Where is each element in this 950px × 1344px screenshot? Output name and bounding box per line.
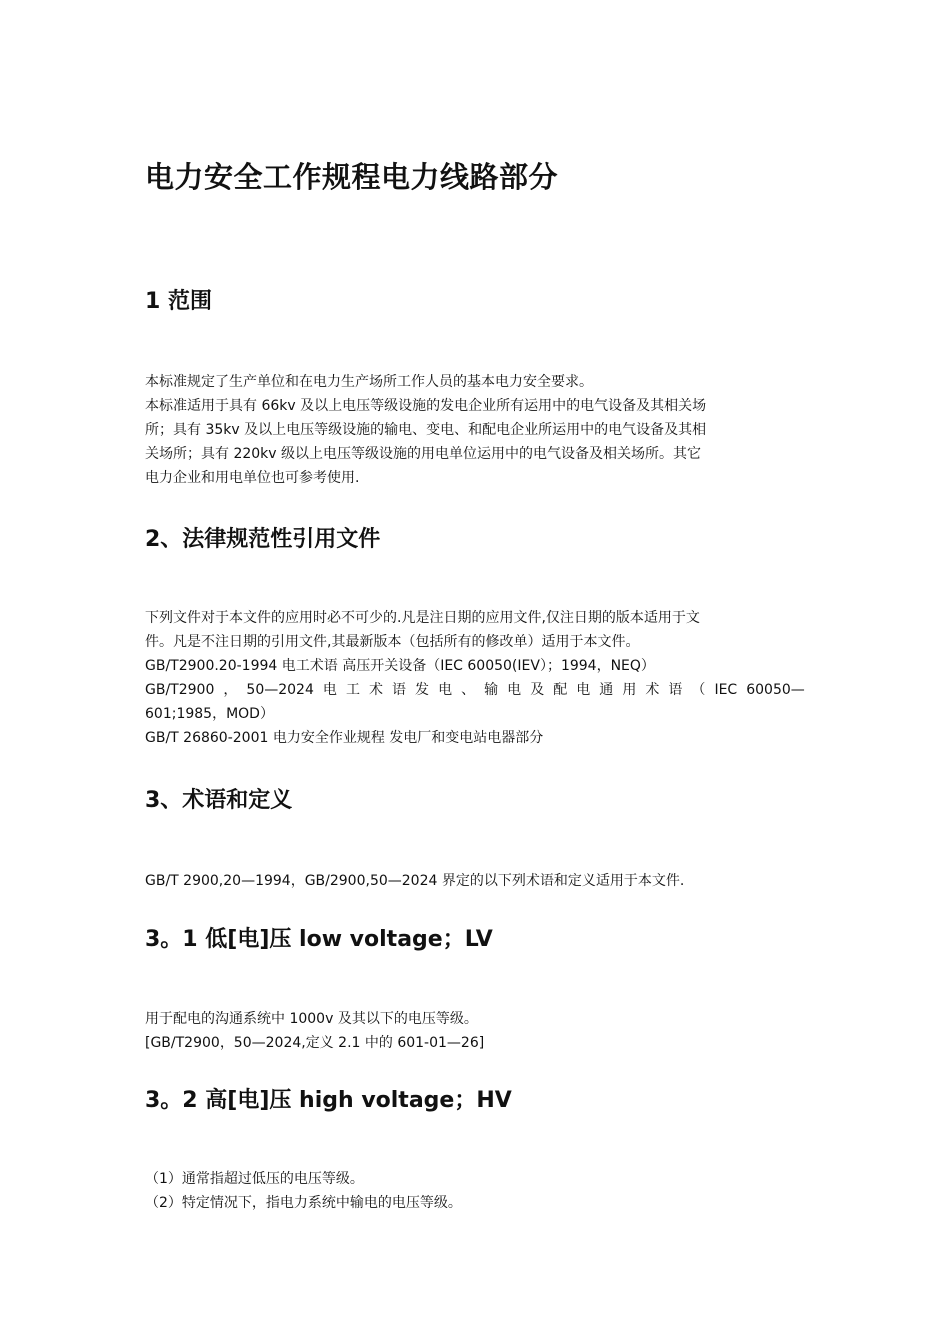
reference-item: GB/T2900.20-1994 电工术语 高压开关设备（IEC 60050(IEV）；1994，NEQ）	[145, 658, 655, 674]
paragraph-line: 用于配电的沟通系统中 1000v 及其以下的电压等级。	[145, 1011, 478, 1027]
section-references-body	[145, 606, 805, 750]
section-scope-body	[145, 370, 805, 490]
paragraph-line: 件。凡是不注日期的引用文件,其最新版本（包括所有的修改单）适用于本文件。	[145, 634, 640, 650]
reference-item: GB/T 26860-2001 电力安全作业规程 发电厂和变电站电器部分	[145, 730, 544, 746]
section-heading-low-voltage: 3。1 低[电]压 low voltage；LV	[145, 927, 493, 952]
paragraph-line: 电力企业和用电单位也可参考使用.	[145, 470, 360, 486]
section-heading-references: 2、法律规范性引用文件	[145, 527, 381, 552]
reference-item-continued: 601;1985，MOD）	[145, 706, 274, 722]
section-heading-high-voltage: 3。2 高[电]压 high voltage；HV	[145, 1088, 512, 1113]
paragraph-line: GB/T 2900,20—1994，GB/2900,50—2024 界定的以下列术语和定义适用于本文件.	[145, 873, 685, 889]
paragraph-line: 关场所；具有 220kv 级以上电压等级设施的用电单位运用中的电气设备及相关场所。其它	[145, 446, 702, 462]
list-item: （1）通常指超过低压的电压等级。	[145, 1171, 364, 1187]
section-heading-terms: 3、术语和定义	[145, 788, 293, 813]
section-heading-scope: 1 范围	[145, 289, 212, 314]
section-low-voltage-body	[145, 1007, 805, 1055]
paragraph-line: 所；具有 35kv 及以上电压等级设施的输电、变电、和配电企业所运用中的电气设备及其相	[145, 422, 707, 438]
document-title: 电力安全工作规程电力线路部分	[145, 160, 559, 194]
section-high-voltage-body	[145, 1167, 805, 1215]
reference-item-justified: GB/T2900 ， 50—2024 电 工 术 语 发 电 、 输 电 及 配 电 通 用 术 语 （ IEC 60050—	[145, 682, 805, 698]
paragraph-line: 本标准适用于具有 66kv 及以上电压等级设施的发电企业所有运用中的电气设备及其相关场	[145, 398, 707, 414]
paragraph-line: [GB/T2900，50—2024,定义 2.1 中的 601-01—26]	[145, 1035, 485, 1051]
list-item: （2）特定情况下，指电力系统中输电的电压等级。	[145, 1195, 462, 1211]
section-terms-body	[145, 869, 805, 893]
paragraph-line: 下列文件对于本文件的应用时必不可少的.凡是注日期的应用文件,仅注日期的版本适用于文	[145, 610, 700, 626]
paragraph-line: 本标准规定了生产单位和在电力生产场所工作人员的基本电力安全要求。	[145, 374, 593, 390]
